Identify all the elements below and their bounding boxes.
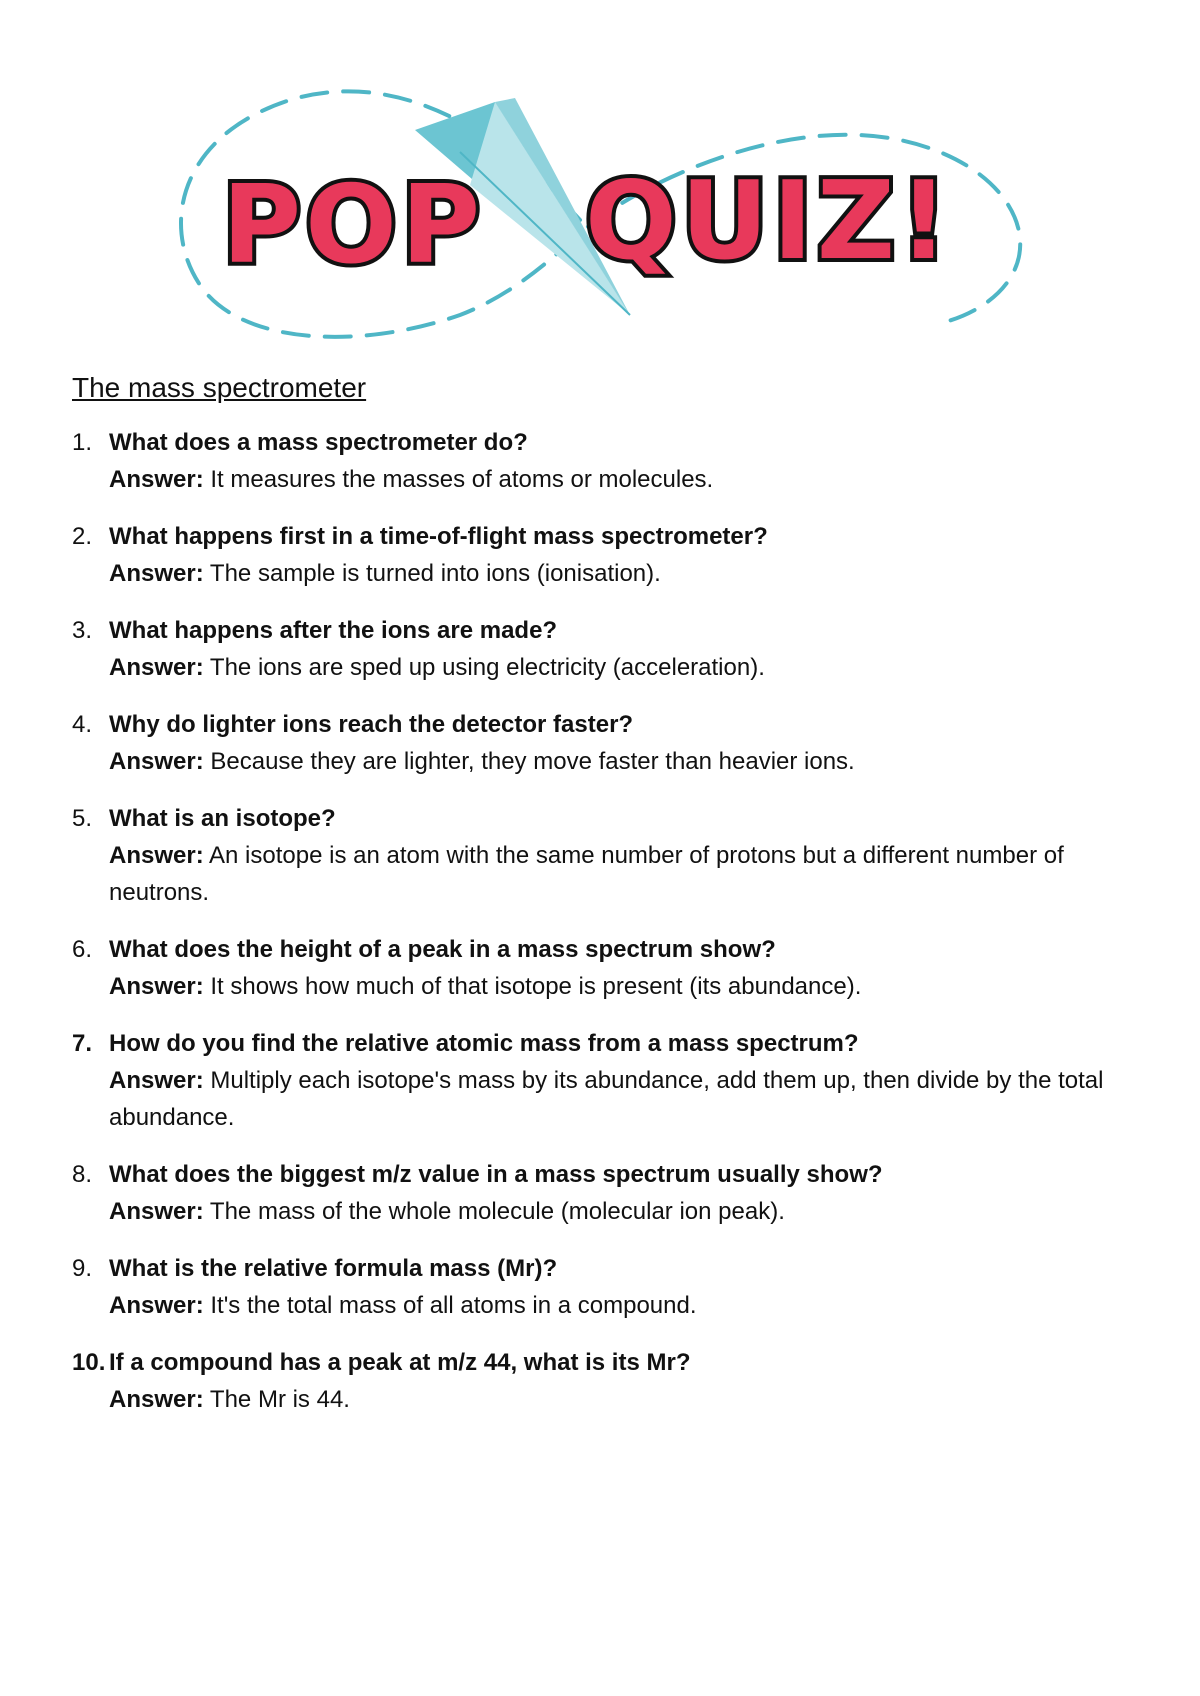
question-number: 2. — [72, 523, 93, 550]
answer-label: Answer: — [109, 973, 204, 1000]
answer-label: Answer: — [109, 1067, 204, 1094]
question-number: 9. — [72, 1255, 93, 1282]
question-text: How do you find the relative atomic mass from a mass spectrum? — [109, 1030, 859, 1057]
question-item — [72, 931, 1132, 1005]
question-text: If a compound has a peak at m/z 44, what is its Mr? — [109, 1349, 691, 1376]
question-body — [109, 612, 1132, 686]
answer-label: Answer: — [109, 1198, 204, 1225]
answer-text: Because they are lighter, they move faster than heavier ions. — [210, 748, 855, 775]
question-number: 10. — [72, 1349, 106, 1376]
question-text: What happens after the ions are made? — [109, 617, 558, 644]
answer-line — [109, 837, 1132, 911]
question-item — [72, 1344, 1132, 1418]
question-number: 1. — [72, 429, 93, 456]
answer-line — [109, 1287, 1132, 1324]
answer-text: The Mr is 44. — [209, 1386, 350, 1413]
answer-label: Answer: — [109, 654, 204, 681]
question-text: What is an isotope? — [109, 805, 336, 832]
quiz-content — [72, 372, 1132, 1438]
answer-text: The sample is turned into ions (ionisation). — [209, 560, 661, 587]
question-number: 7. — [72, 1030, 93, 1057]
question-number: 4. — [72, 711, 93, 738]
question-number: 3. — [72, 617, 93, 644]
answer-line — [109, 1381, 1132, 1418]
pop-quiz-banner — [160, 60, 1060, 380]
answer-text: The mass of the whole molecule (molecular ion peak). — [209, 1198, 785, 1225]
answer-label: Answer: — [109, 466, 204, 493]
question-text: What happens first in a time-of-flight mass spectrometer? — [109, 523, 768, 550]
question-item — [72, 1156, 1132, 1230]
answer-label: Answer: — [109, 748, 204, 775]
question-item — [72, 612, 1132, 686]
answer-line — [109, 1193, 1132, 1230]
question-number: 6. — [72, 936, 93, 963]
pop-word: POP — [222, 163, 485, 288]
question-body — [109, 800, 1132, 911]
question-body — [109, 424, 1132, 498]
question-item — [72, 800, 1132, 911]
pop-quiz-logo — [160, 60, 1060, 380]
question-body — [109, 931, 1132, 1005]
answer-line — [109, 743, 1132, 780]
question-body — [109, 706, 1132, 780]
question-text: What does a mass spectrometer do? — [109, 429, 528, 456]
answer-text: The ions are sped up using electricity (acceleration). — [209, 654, 765, 681]
question-item — [72, 424, 1132, 498]
answer-line — [109, 1062, 1132, 1136]
question-item — [72, 706, 1132, 780]
answer-text: It measures the masses of atoms or molecules. — [210, 466, 714, 493]
question-text: What does the biggest m/z value in a mass spectrum usually show? — [109, 1161, 883, 1188]
question-body — [109, 518, 1132, 592]
question-item — [72, 1250, 1132, 1324]
question-item — [72, 518, 1132, 592]
question-number: 8. — [72, 1161, 93, 1188]
answer-label: Answer: — [109, 1292, 204, 1319]
question-number: 5. — [72, 805, 93, 832]
answer-text: It's the total mass of all atoms in a compound. — [210, 1292, 697, 1319]
question-body — [109, 1156, 1132, 1230]
answer-text: It shows how much of that isotope is present (its abundance). — [210, 973, 862, 1000]
answer-line — [109, 555, 1132, 592]
quiz-word: QUIZ! — [585, 159, 953, 284]
answer-text: Multiply each isotope's mass by its abundance, add them up, then divide by the total abundance. — [109, 1067, 1104, 1131]
section-title: The mass spectrometer — [72, 372, 367, 403]
answer-label: Answer: — [109, 1386, 204, 1413]
question-text: Why do lighter ions reach the detector faster? — [109, 711, 634, 738]
answer-line — [109, 649, 1132, 686]
question-text: What does the height of a peak in a mass spectrum show? — [109, 936, 776, 963]
answer-line — [109, 968, 1132, 1005]
question-text: What is the relative formula mass (Mr)? — [109, 1255, 558, 1282]
question-body — [109, 1250, 1132, 1324]
question-item — [72, 1025, 1132, 1136]
answer-text: An isotope is an atom with the same number of protons but a different number of neutrons. — [109, 842, 1064, 906]
answer-label: Answer: — [109, 842, 204, 869]
question-body — [109, 1344, 1132, 1418]
question-body — [109, 1025, 1132, 1136]
answer-label: Answer: — [109, 560, 204, 587]
question-list — [72, 424, 1132, 1418]
answer-line — [109, 461, 1132, 498]
